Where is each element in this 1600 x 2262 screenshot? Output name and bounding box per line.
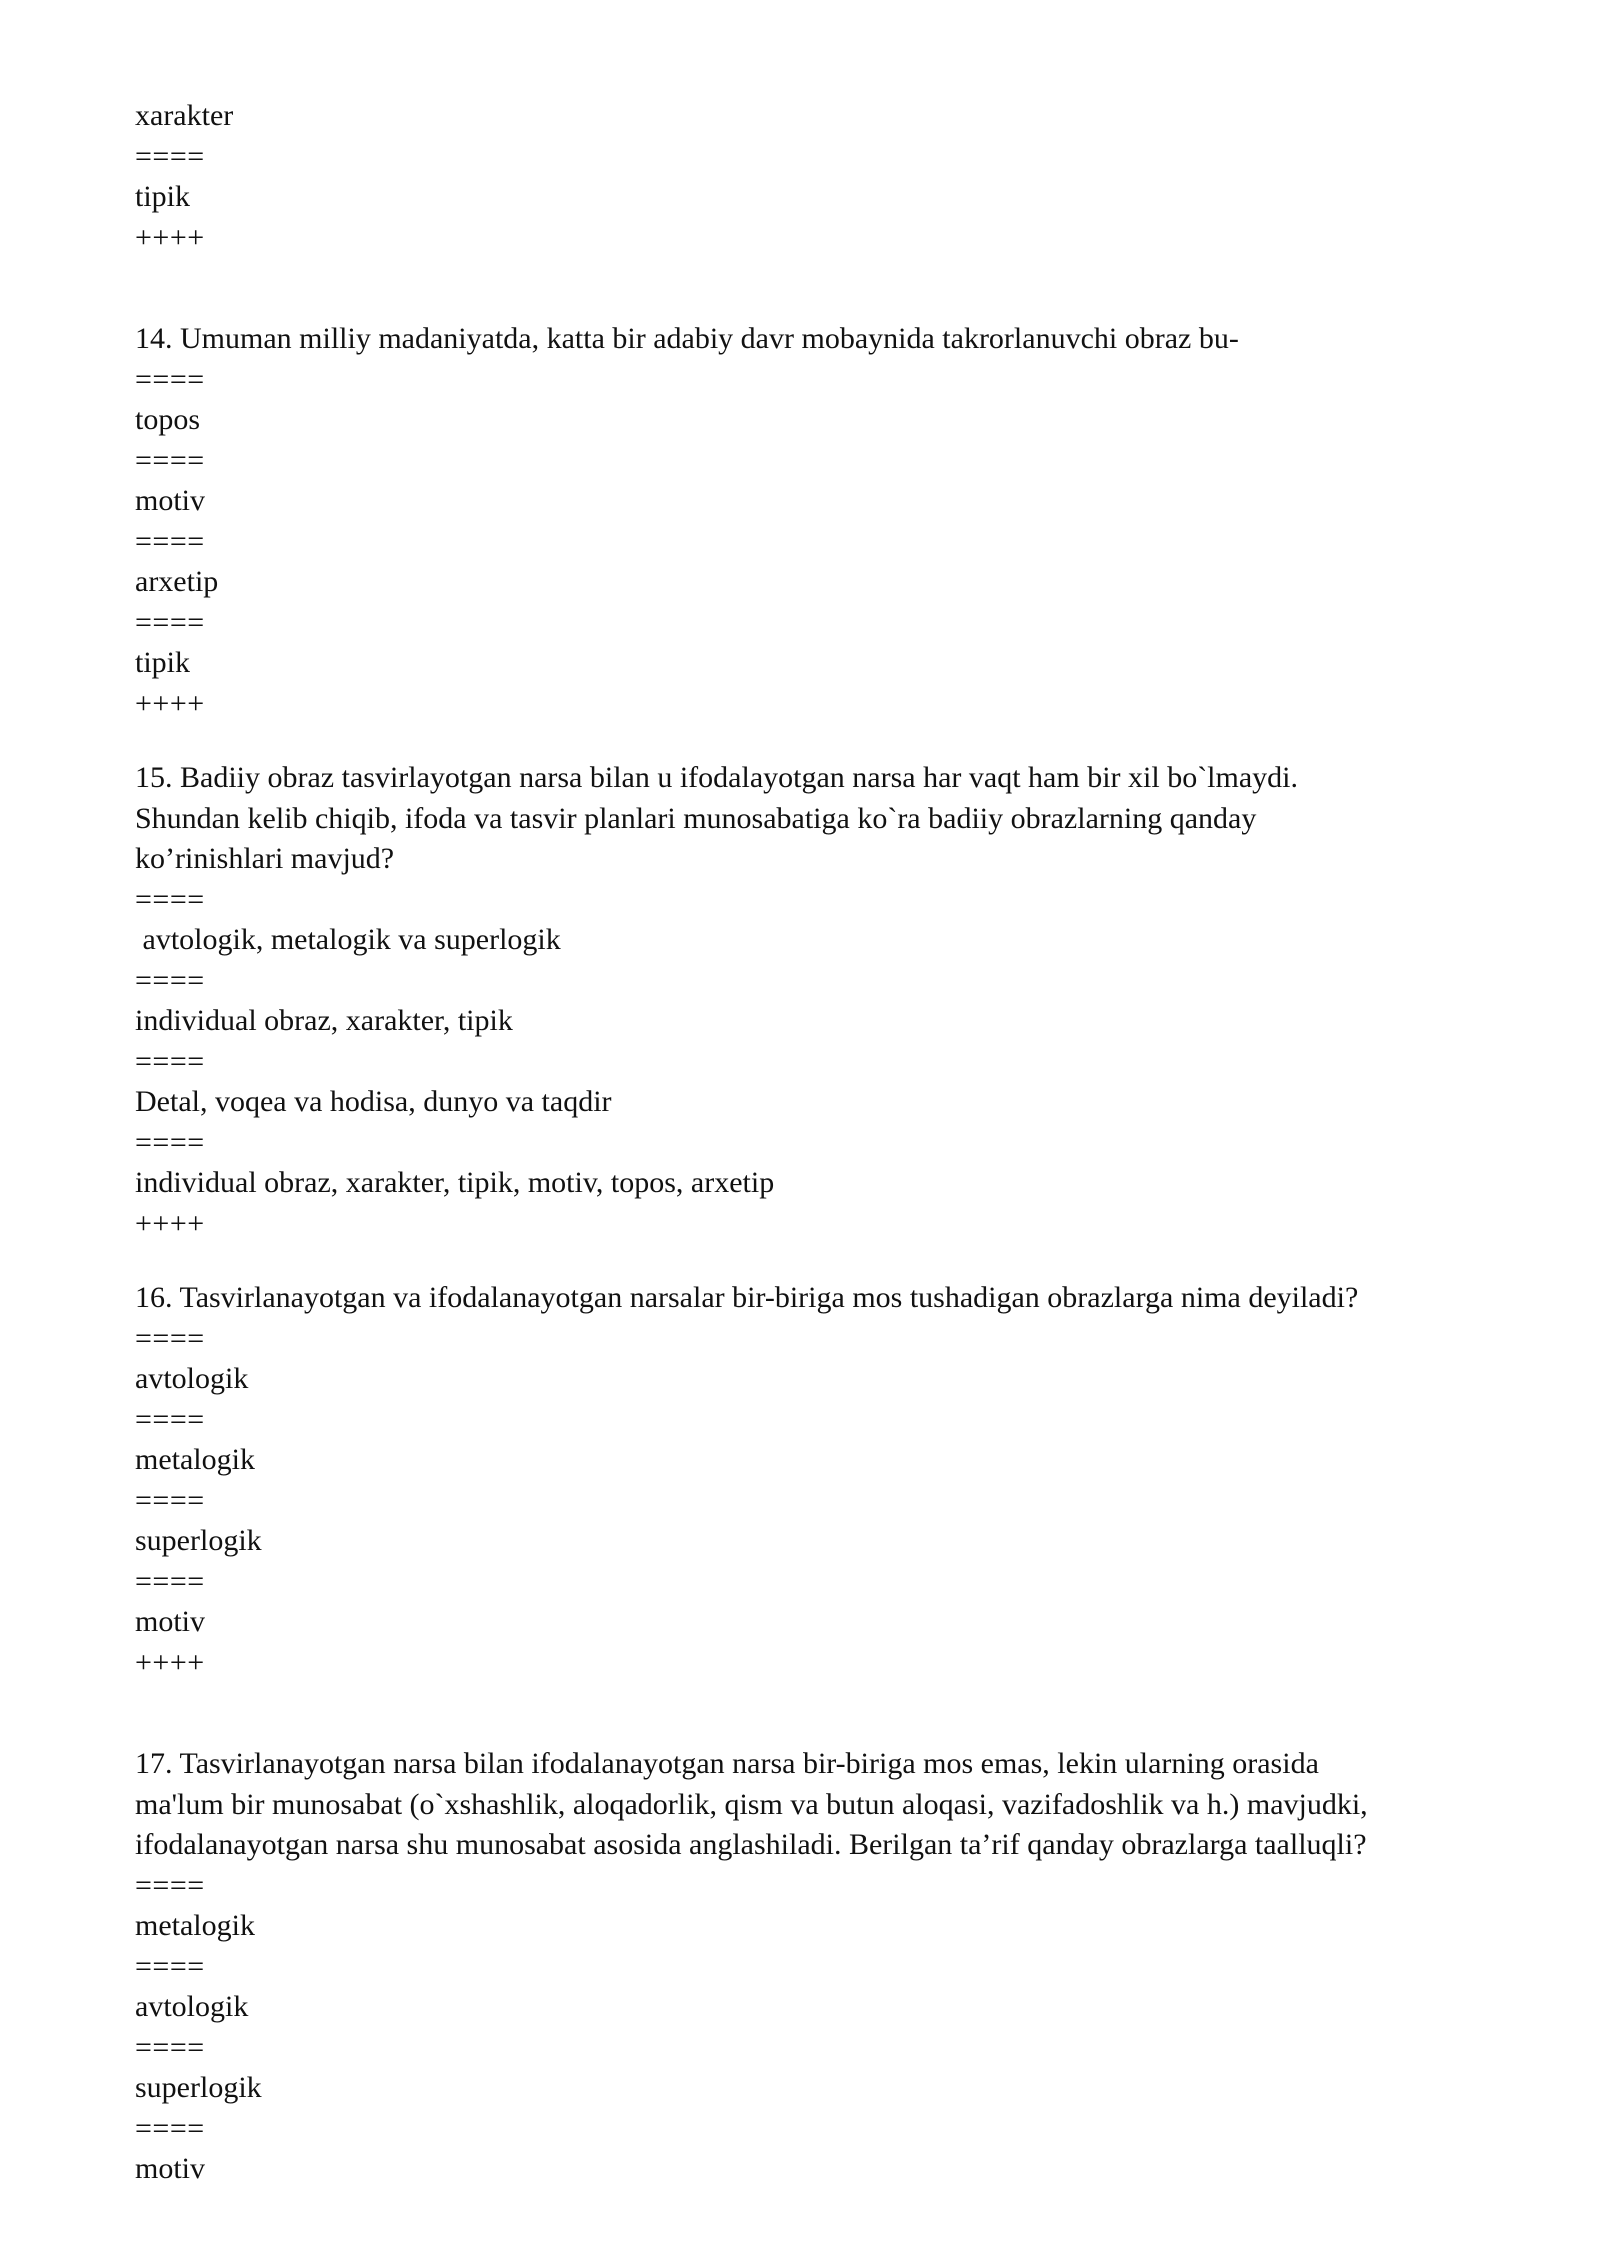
question-14	[135, 319, 1475, 724]
answer-separator: ====	[135, 963, 205, 997]
question-17	[135, 1744, 1475, 2190]
question-text-line: ifodalanayotgan narsa shu munosabat asosida anglashiladi. Berilgan ta’rif qanday obrazlarga taalluqli?	[135, 1828, 1367, 1861]
answer-option: avtologik, metalogik va superlogik	[135, 923, 561, 956]
answer-separator: ====	[135, 1125, 205, 1159]
answer-separator: ====	[135, 139, 205, 173]
answer-option: metalogik	[135, 1909, 255, 1942]
question-text: 14. Umuman milliy madaniyatda, katta bir adabiy davr mobaynida takrorlanuvchi obraz bu-	[135, 322, 1239, 355]
question-text-line: Shundan kelib chiqib, ifoda va tasvir planlari munosabatiga ko`ra badiiy obrazlarning qanday	[135, 801, 1257, 835]
answer-option: superlogik	[135, 2071, 262, 2104]
answer-separator: ====	[135, 1483, 205, 1517]
answer-separator: ====	[135, 524, 205, 558]
answer-separator: ====	[135, 1564, 205, 1598]
answer-option: individual obraz, xarakter, tipik	[135, 1004, 513, 1037]
answer-option: tipik	[135, 646, 191, 679]
end-marker: ++++	[135, 1206, 205, 1240]
answer-separator: ====	[135, 443, 205, 477]
answer-separator: ====	[135, 1321, 205, 1355]
document-page	[135, 96, 1475, 2190]
question-text-line: ko’rinishlari mavjud?	[135, 842, 395, 875]
answer-option: xarakter	[135, 99, 234, 132]
answer-separator: ====	[135, 1868, 205, 1902]
question-text-line: 17. Tasvirlanayotgan narsa bilan ifodalanayotgan narsa bir-biriga mos emas, lekin ularning orasida	[135, 1747, 1319, 1780]
answer-separator: ====	[135, 1402, 205, 1436]
question-text: 16. Tasvirlanayotgan va ifodalanayotgan narsalar bir-biriga mos tushadigan obrazlarga nima deyiladi?	[135, 1281, 1359, 1314]
answer-separator: ====	[135, 362, 205, 396]
answer-option: topos	[135, 403, 201, 436]
answer-option: motiv	[135, 1605, 206, 1638]
answer-separator: ====	[135, 1044, 205, 1078]
previous-question-tail	[135, 96, 1475, 258]
question-text-line: ma'lum bir munosabat (o`xshashlik, aloqadorlik, qism va butun aloqasi, vazifadoshlik va h.) mavjudki,	[135, 1787, 1368, 1821]
answer-option: avtologik	[135, 1362, 249, 1395]
question-text-line: 15. Badiiy obraz tasvirlayotgan narsa bilan u ifodalayotgan narsa har vaqt ham bir xil bo`lmaydi.	[135, 761, 1298, 794]
answer-option: Detal, voqea va hodisa, dunyo va taqdir	[135, 1085, 612, 1118]
answer-option: avtologik	[135, 1990, 249, 2023]
answer-option: metalogik	[135, 1443, 255, 1476]
answer-option: superlogik	[135, 1524, 262, 1557]
end-marker: ++++	[135, 686, 205, 720]
answer-separator: ====	[135, 882, 205, 916]
end-marker: ++++	[135, 220, 205, 254]
answer-separator: ====	[135, 605, 205, 639]
answer-option: motiv	[135, 2152, 206, 2185]
end-marker: ++++	[135, 1645, 205, 1679]
answer-option: individual obraz, xarakter, tipik, motiv, topos, arxetip	[135, 1166, 775, 1199]
answer-separator: ====	[135, 2111, 205, 2145]
answer-separator: ====	[135, 1949, 205, 1983]
answer-separator: ====	[135, 2030, 205, 2064]
answer-option: motiv	[135, 484, 206, 517]
answer-option: tipik	[135, 180, 191, 213]
question-15	[135, 758, 1475, 1244]
answer-option: arxetip	[135, 565, 219, 598]
question-16	[135, 1278, 1475, 1683]
